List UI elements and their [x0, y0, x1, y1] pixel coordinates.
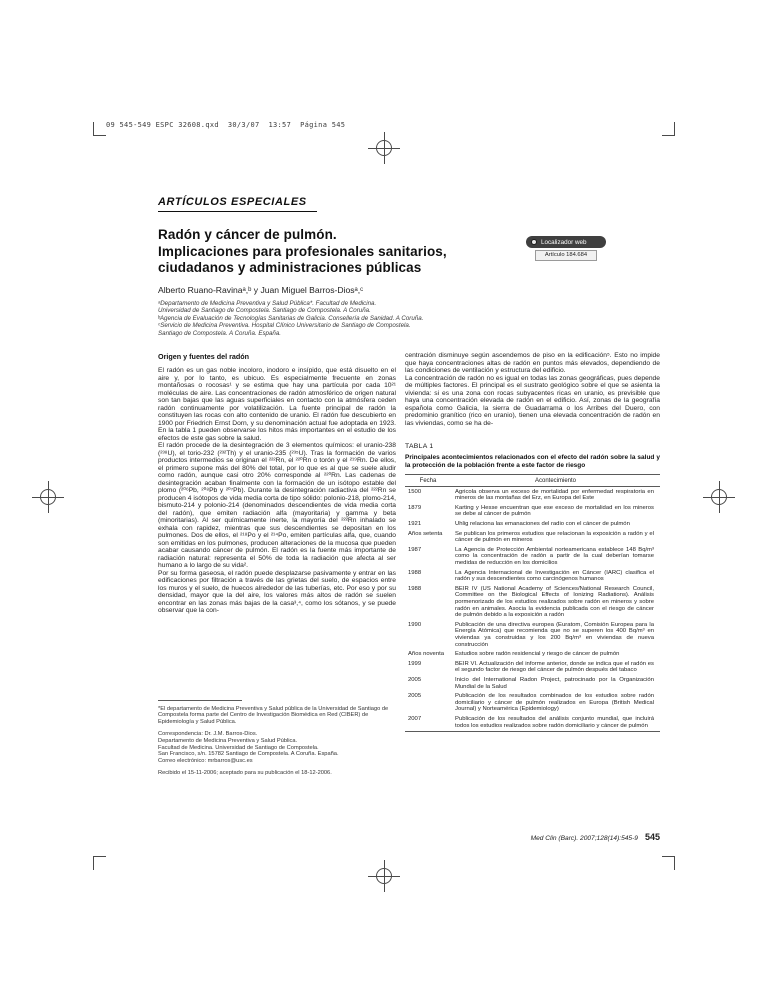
- registration-mark-bottom: [368, 860, 400, 892]
- affiliation-line: ᵃDepartamento de Medicina Preventiva y Salud Pública*. Facultad de Medicina.: [158, 300, 377, 307]
- cell-fecha: Años noventa: [408, 651, 445, 658]
- page-number: 545: [644, 832, 660, 842]
- cell-fecha: 1879: [408, 504, 422, 511]
- registration-mark-right: [703, 481, 735, 513]
- affiliation-line: Santiago de Compostela. A Coruña. España.: [158, 329, 282, 337]
- cell-fecha: Años setenta: [408, 530, 443, 537]
- cell-fecha: 1990: [408, 621, 422, 628]
- affiliations-block: [158, 300, 423, 337]
- table-row: [405, 568, 660, 584]
- cell-event: BEIR IV (US National Academy of Sciences/National Research Council, Committee on the Biological Effects of Ionizing Radiations). Análisis pormenorizado de los estudios realizados sobre radón en mineros y sobre radón en animales. Asocia la evidencia publicada con el riesgo de cáncer de pulmón debido a la exposición a radón: [455, 585, 654, 619]
- cell-event: Publicación de los resultados combinados de los estudios sobre radón domiciliario y cáncer de pulmón realizados en Europa (British Medical Journal) y Norteamérica (Epidemiology): [455, 693, 654, 713]
- correspondence-block: [158, 731, 396, 764]
- authors-line: Alberto Ruano-Ravinaᵃ,ᵇ y Juan Miguel Barros-Diosᵃ,ᶜ: [158, 285, 364, 295]
- cell-event: BEIR VI. Actualización del informe anterior, donde se indica que el radón es el segundo factor de riesgo del cáncer de pulmón después del tabaco: [455, 660, 654, 674]
- cell-fecha: 1988: [408, 585, 422, 592]
- registration-mark-left: [32, 481, 64, 513]
- cell-event: La Agencia Internacional de Investigación en Cáncer (IARC) clasifica el radón y sus descendientes como carcinógenos humanos: [455, 569, 654, 583]
- correspondence-line: Correspondencia: Dr. J.M. Barros-Dios.: [158, 731, 258, 738]
- section-heading-origen: Origen y fuentes del radón: [158, 352, 250, 361]
- crop-mark-top-right: [662, 122, 675, 136]
- cell-event: Agricola observa un exceso de mortalidad por enfermedad respiratoria en mineros de las montañas del Erz, en Europa del Este: [455, 488, 654, 502]
- affiliation-line: ᶜServicio de Medicina Preventiva. Hospital Clínico Universitario de Santiago de Compostela.: [158, 322, 411, 330]
- footnote-block: [158, 700, 396, 783]
- article-id-box: Artículo 184.684: [535, 250, 597, 261]
- cell-event: Uhlig relaciona las emanaciones del radio con el cáncer de pulmón: [455, 521, 630, 528]
- affiliation-line: ᵇAgencia de Evaluación de Tecnologías Sanitarias de Galicia. Consellería de Sanidad. A Coruña.: [158, 314, 424, 322]
- cell-fecha: 1921: [408, 521, 422, 528]
- right-column: [405, 352, 660, 732]
- registration-mark-top: [368, 132, 400, 164]
- cell-fecha: 2007: [408, 715, 422, 722]
- received-note: Recibido el 15-11-2006; aceptado para su publicación el 18-12-2006.: [158, 770, 332, 777]
- table-row: [405, 650, 660, 660]
- body-paragraph: Por su forma gaseosa, el radón puede desplazarse pasivamente y entrar en las edificaciones por filtración a través de las grietas del suelo, de espacios entre los muros y el suelo, de huecos alrededor de las tuberías, etc. Por eso y por su densidad, mayor que la del aire, los valores más altos de radón se suelen encontrar en las zonas más bajas de la casa³,⁴, como los sótanos, y se puede observar que la con-: [158, 569, 396, 614]
- body-paragraph: centración disminuye según ascendemos de piso en la edificación⁵. Esto no impide que haya concentraciones altas de radón en puntos más elevados, dependiendo de las condiciones de ventilación y estructura del edificio.: [405, 352, 660, 374]
- cell-event: Se publican los primeros estudios que relacionan la exposición a radón y el cáncer de pulmón en mineros: [455, 530, 654, 544]
- cell-event: Publicación de una directiva europea (Euratom, Comisión Europea para la Energía Atómica) que recomienda que no se superen los 400 Bq/m³ en viviendas ya construidas y los 200 Bq/m³ en viviendas de nueva construcción: [455, 621, 654, 648]
- cell-fecha: 1988: [408, 569, 422, 576]
- web-locator-badge: [526, 236, 606, 261]
- cell-event: Estudios sobre radón residencial y riesgo de cáncer de pulmón: [455, 651, 620, 658]
- globe-icon: [531, 239, 537, 245]
- body-paragraph: El radón procede de la desintegración de 3 elementos químicos: el uranio-238 (²³⁸U), el torio-232 (²³²Th) y el uranio-235 (²³⁵U). Tras la formación de varios productos intermedios se originan el ²²²Rn, el ²²⁰Rn o torón y el ²¹⁹Rn. De ellos, el primero supone más del 80% del total, por lo que es al que se suele aludir como radón, aunque casi otro 20% corresponde al ²²⁰Rn. Las cadenas de desintegración acaban finalmente con la formación de un isótopo estable del plomo (²⁰⁶Pb, ²⁰⁸Pb y ²⁰⁷Pb). Durante la desintegración radiactiva del ²²²Rn se producen 4 isótopos de vida media corta de tipo sólido: polonio-218, plomo-214, bismuto-214 y polonio-214 (denominados descendientes de vida media corta del radón), que emiten radiación alfa (mayoritaria) y gamma y beta (minoritarias). Al ser químicamente inerte, la mayoría del ²²²Rn inhalado se exhala con rapidez, mientras que sus descendientes se depositan en los pulmones. Dos de ellos, el ²¹⁸Po y el ²¹⁴Po, emiten partículas alfa, que, cuando son emitidas en los pulmones, producen alteraciones de la mucosa que pueden acabar causando cáncer de pulmón. El radón es la fuente más importante de radiación natural: representa el 50% de toda la radiación que afecta al ser humano a lo largo de su vida².: [158, 442, 396, 569]
- web-locator-pill: [526, 236, 606, 248]
- cell-fecha: 2005: [408, 676, 422, 683]
- table-title: Principales acontecimientos relacionados con el efecto del radón sobre la salud y la protección de la población frente a este factor de riesgo: [405, 454, 660, 469]
- print-slug-line: 09 545-549 ESPC 32608.qxd 30/3/07 13:57 Página 545: [106, 121, 346, 129]
- table-row: [405, 584, 660, 620]
- article-title-line: ciudadanos y administraciones públicas: [158, 260, 422, 275]
- table-header-acontecimiento: Acontecimiento: [534, 477, 577, 484]
- crop-mark-bottom-right: [662, 856, 675, 870]
- table-header-fecha: Fecha: [419, 477, 437, 484]
- table-row: [405, 487, 660, 503]
- cell-event: Inicio del International Radon Project, patrocinado por la Organización Mundial de la Salud: [455, 676, 654, 690]
- table-row: [405, 545, 660, 568]
- table-row: [405, 503, 660, 519]
- events-table: [405, 474, 660, 731]
- table-label: TABLA 1: [405, 443, 434, 450]
- correspondence-line: Departamento de Medicina Preventiva y Salud Pública.: [158, 738, 298, 745]
- correspondence-line: Facultad de Medicina. Universidad de Santiago de Compostela.: [158, 744, 319, 751]
- left-column: [158, 352, 396, 615]
- correspondence-line: Correo electrónico: mrbarros@usc.es: [158, 757, 253, 764]
- page-footer: [405, 827, 660, 845]
- table-row: [405, 620, 660, 649]
- table-header-row: [405, 475, 660, 487]
- cell-event: Karting y Hesse encuentran que ese exceso de mortalidad en los mineros se debe al cáncer de pulmón: [455, 504, 654, 518]
- cell-event: La Agencia de Protección Ambiental norteamericana establece 148 Bq/m³ como la concentración de radón a partir de la cual deberían tomarse medidas de reducción en los domicilios: [455, 546, 654, 567]
- cell-fecha: 1999: [408, 660, 422, 667]
- crop-mark-top-left: [93, 122, 106, 136]
- table-row: [405, 659, 660, 675]
- body-paragraph: El radón es un gas noble incoloro, inodoro e insípido, que está disuelto en el aire y, por lo tanto, es ubicuo. Es especialmente frecuente en zonas montañosas o rocosas¹ y se estima que hay una partícula por cada 10²¹ moléculas de aire. Las concentraciones de radón atmosférico de origen natural son tan bajas que las aguas superficiales en contacto con la atmósfera ceden radón continuamente por volatilización. La fuente principal de radón la constituyen las rocas con alto contenido de uranio. El radón fue descubierto en 1900 por Friedrich Ernst Dorn, y su denominación actual fue adoptada en 1923. En la tabla 1 pueden observarse los hitos más importantes en el estudio de los efectos de este gas sobre la salud.: [158, 367, 396, 442]
- article-title-line: Radón y cáncer de pulmón.: [158, 227, 337, 242]
- table-row: [405, 692, 660, 715]
- section-header: ARTÍCULOS ESPECIALES: [158, 196, 317, 212]
- table-row: [405, 675, 660, 691]
- article-title-line: Implicaciones para profesionales sanitarios,: [158, 243, 447, 259]
- article-title: [158, 227, 518, 277]
- footnote-rule: [158, 700, 242, 701]
- body-paragraph: La concentración de radón no es igual en todas las zonas geográficas, pues depende de múltiples factores. El principal es el sustrato geológico sobre el que se asienta la vivienda: si es una zona con rocas subyacentes ricas en uranio, es previsible que haya una concentración elevada de radón en el edificio. Así, zonas de la geografía española como Galicia, la sierra de Guadarrama o los Arribes del Duero, con predominio granítico (rico en uranio), tienen una elevada concentración de radón en las viviendas, como se ha de-: [405, 374, 660, 427]
- affiliation-line: Universidad de Santiago de Compostela. Santiago de Compostela. A Coruña.: [158, 307, 371, 315]
- journal-citation: Med Clin (Barc). 2007;128(14):545-9: [530, 835, 638, 842]
- web-locator-label: Localizador web: [541, 238, 587, 246]
- table-row: [405, 520, 660, 530]
- cell-event: Publicación de los resultados del análisis conjunto mundial, que incluirá todos los estudios realizados sobre radón domiciliario y cáncer de pulmón: [455, 715, 654, 729]
- table-row: [405, 529, 660, 545]
- cell-fecha: 1987: [408, 546, 422, 553]
- correspondence-line: San Francisco, s/n. 15782 Santiago de Compostela. A Coruña. España.: [158, 751, 339, 758]
- cell-fecha: 2005: [408, 693, 422, 700]
- cell-fecha: 1500: [408, 488, 422, 495]
- footnote-ciber: *El departamento de Medicina Preventiva y Salud pública de la Universidad de Santiago de Compostela forma parte del Centro de Investigación Biomédica en Red (CIBER) de Epidemiología y Salud Pública.: [158, 705, 389, 725]
- crop-mark-bottom-left: [93, 856, 106, 870]
- table-row: [405, 714, 660, 730]
